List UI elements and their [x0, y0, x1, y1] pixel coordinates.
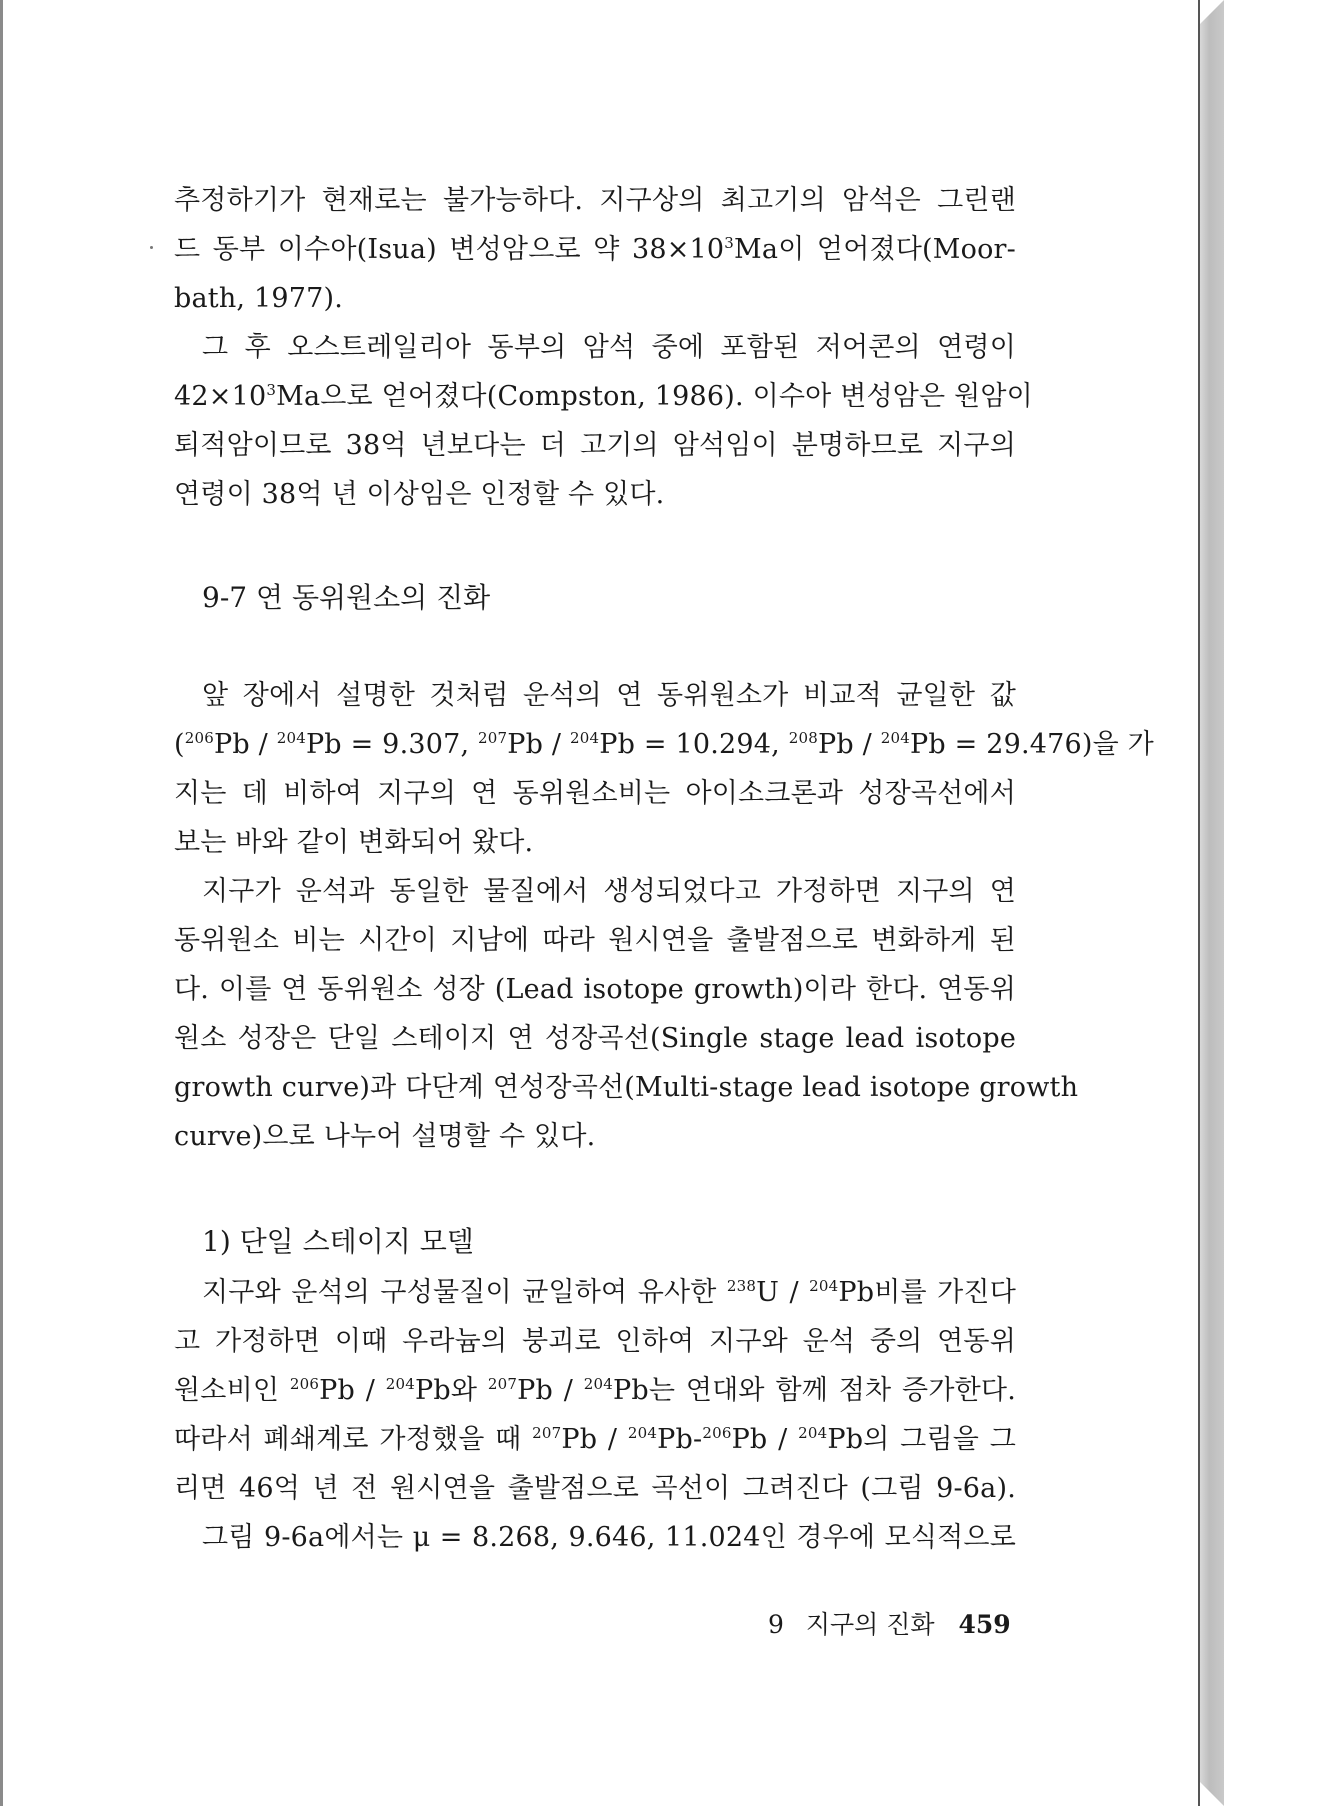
- subsection-heading: 1) 단일 스테이지 모델: [202, 1225, 474, 1258]
- footer-chapter-title: 지구의 진화: [805, 1610, 935, 1639]
- paragraph-1: [174, 176, 1016, 323]
- text-line: 동위원소 비는 시간이 지남에 따라 원시연을 출발점으로 변화하게 된: [174, 925, 1016, 956]
- text-line: 지구와 운석의 구성물질이 균일하여 유사한 $^{238}$U / $^{204}$Pb비를 가진다: [202, 1277, 1016, 1308]
- text-line: 원소비인 $^{206}$Pb / $^{204}$Pb와 $^{207}$Pb / $^{204}$Pb는 연대와 함께 점차 증가한다.: [174, 1375, 1016, 1406]
- text-line: 추정하기가 현재로는 불가능하다. 지구상의 최고기의 암석은 그린랜: [174, 185, 1016, 216]
- text-line: bath, 1977).: [174, 283, 344, 314]
- section-heading: 9-7 연 동위원소의 진화: [202, 581, 491, 614]
- text-line: 지는 데 비하여 지구의 연 동위원소비는 아이소크론과 성장곡선에서: [174, 778, 1016, 809]
- text-line: 그림 9-6a에서는 μ = 8.268, 9.646, 11.024인 경우에 모식적으로: [202, 1522, 1016, 1553]
- text-line: 리면 46억 년 전 원시연을 출발점으로 곡선이 그려진다 (그림 9-6a).: [174, 1473, 1016, 1504]
- page-stack-edge: [1200, 0, 1224, 1806]
- text-line: 지구가 운석과 동일한 물질에서 생성되었다고 가정하면 지구의 연: [202, 876, 1016, 907]
- margin-dot: [150, 246, 153, 249]
- text-line: 앞 장에서 설명한 것처럼 운석의 연 동위원소가 비교적 균일한 값: [202, 680, 1016, 711]
- paragraph-3: [174, 671, 1154, 867]
- paragraph-4: [174, 867, 1079, 1161]
- text-line: 연령이 38억 년 이상임은 인정할 수 있다.: [174, 479, 665, 510]
- text-line: 보는 바와 같이 변화되어 왔다.: [174, 827, 534, 858]
- text-line: 그 후 오스트레일리아 동부의 암석 중에 포함된 저어콘의 연령이: [202, 332, 1016, 363]
- text-line: 다. 이를 연 동위원소 성장 (Lead isotope growth)이라 한다. 연동위: [174, 974, 1016, 1005]
- text-line: $42\times 10^3Ma$으로 얻어졌다(Compston, 1986). 이수아 변성암은 원암이: [174, 381, 1033, 412]
- text-line: ($^{206}$Pb / $^{204}$Pb = 9.307, $^{207}$Pb / $^{204}$Pb = 10.294, $^{208}$Pb / $^{204}$Pb = 29.476)을 가: [174, 729, 1154, 760]
- text-line: curve)으로 나누어 설명할 수 있다.: [174, 1121, 596, 1152]
- text-line: 따라서 폐쇄계로 가정했을 때 $^{207}$Pb / $^{204}$Pb-$^{206}$Pb / $^{204}$Pb의 그림을 그: [174, 1424, 1016, 1455]
- page-footer: [768, 1605, 1011, 1641]
- text-line: 원소 성장은 단일 스테이지 연 성장곡선(Single stage lead isotope: [174, 1023, 1016, 1054]
- paragraph-5: [174, 1268, 1016, 1562]
- text-line: growth curve)과 다단계 연성장곡선(Multi-stage lead isotope growth: [174, 1072, 1079, 1103]
- text-line: 드 동부 이수아(Isua) 변성암으로 약 $38\times 10^3Ma$이 얻어졌다(Moor-: [174, 234, 1016, 265]
- footer-chapter-number: 9: [768, 1610, 784, 1639]
- paragraph-2: [174, 323, 1033, 519]
- text-line: 고 가정하면 이때 우라늄의 붕괴로 인하여 지구와 운석 중의 연동위: [174, 1326, 1016, 1357]
- page-number: 459: [958, 1610, 1011, 1639]
- text-line: 퇴적암이므로 38억 년보다는 더 고기의 암석임이 분명하므로 지구의: [174, 430, 1016, 461]
